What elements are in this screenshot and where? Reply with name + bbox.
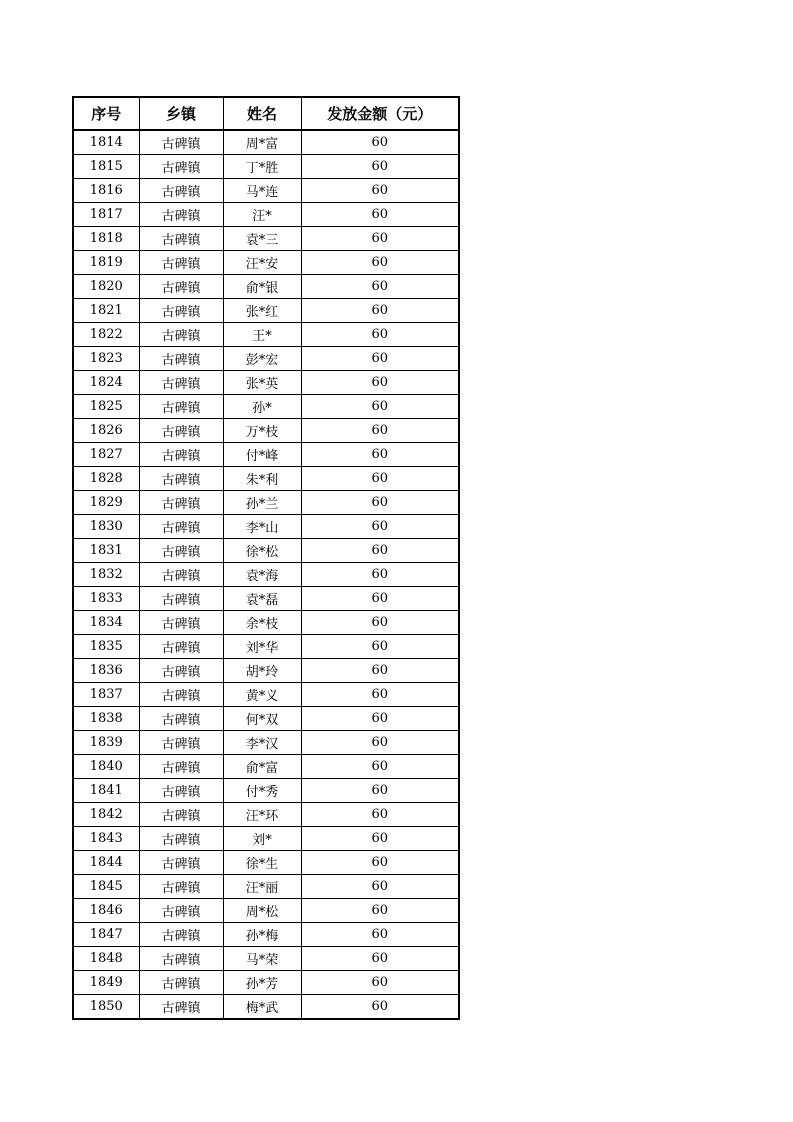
serial-number-cell: 1818	[73, 227, 139, 251]
table-row	[73, 347, 459, 371]
serial-number-cell: 1822	[73, 323, 139, 347]
township-cell: 古碑镇	[139, 443, 223, 467]
header-township: 乡镇	[139, 97, 223, 130]
amount-cell: 60	[301, 155, 459, 179]
township-cell: 古碑镇	[139, 635, 223, 659]
name-cell: 马*连	[223, 179, 301, 203]
table-row	[73, 923, 459, 947]
township-cell: 古碑镇	[139, 155, 223, 179]
table-row	[73, 371, 459, 395]
township-cell: 古碑镇	[139, 899, 223, 923]
township-cell: 古碑镇	[139, 707, 223, 731]
amount-cell: 60	[301, 515, 459, 539]
name-cell: 孙*兰	[223, 491, 301, 515]
amount-cell: 60	[301, 563, 459, 587]
township-cell: 古碑镇	[139, 491, 223, 515]
serial-number-cell: 1841	[73, 779, 139, 803]
township-cell: 古碑镇	[139, 851, 223, 875]
serial-number-cell: 1835	[73, 635, 139, 659]
amount-cell: 60	[301, 755, 459, 779]
serial-number-cell: 1815	[73, 155, 139, 179]
serial-number-cell: 1819	[73, 251, 139, 275]
serial-number-cell: 1820	[73, 275, 139, 299]
name-cell: 何*双	[223, 707, 301, 731]
serial-number-cell: 1829	[73, 491, 139, 515]
township-cell: 古碑镇	[139, 419, 223, 443]
serial-number-cell: 1814	[73, 130, 139, 155]
table-row	[73, 155, 459, 179]
township-cell: 古碑镇	[139, 587, 223, 611]
name-cell: 胡*玲	[223, 659, 301, 683]
township-cell: 古碑镇	[139, 827, 223, 851]
township-cell: 古碑镇	[139, 947, 223, 971]
serial-number-cell: 1830	[73, 515, 139, 539]
name-cell: 袁*磊	[223, 587, 301, 611]
amount-cell: 60	[301, 659, 459, 683]
township-cell: 古碑镇	[139, 347, 223, 371]
township-cell: 古碑镇	[139, 275, 223, 299]
township-cell: 古碑镇	[139, 371, 223, 395]
name-cell: 王*	[223, 323, 301, 347]
table-row	[73, 467, 459, 491]
table-header	[73, 97, 459, 130]
name-cell: 梅*武	[223, 995, 301, 1020]
table-row	[73, 203, 459, 227]
township-cell: 古碑镇	[139, 251, 223, 275]
township-cell: 古碑镇	[139, 995, 223, 1020]
serial-number-cell: 1832	[73, 563, 139, 587]
table-row	[73, 443, 459, 467]
serial-number-cell: 1842	[73, 803, 139, 827]
amount-cell: 60	[301, 827, 459, 851]
table-row	[73, 779, 459, 803]
name-cell: 汪*环	[223, 803, 301, 827]
amount-cell: 60	[301, 683, 459, 707]
name-cell: 俞*富	[223, 755, 301, 779]
header-name: 姓名	[223, 97, 301, 130]
name-cell: 余*枝	[223, 611, 301, 635]
township-cell: 古碑镇	[139, 395, 223, 419]
serial-number-cell: 1831	[73, 539, 139, 563]
township-cell: 古碑镇	[139, 515, 223, 539]
name-cell: 李*汉	[223, 731, 301, 755]
table-row	[73, 227, 459, 251]
name-cell: 刘*	[223, 827, 301, 851]
table-row	[73, 587, 459, 611]
serial-number-cell: 1824	[73, 371, 139, 395]
table-row	[73, 707, 459, 731]
serial-number-cell: 1827	[73, 443, 139, 467]
table-row	[73, 971, 459, 995]
table-row	[73, 130, 459, 155]
name-cell: 刘*华	[223, 635, 301, 659]
serial-number-cell: 1849	[73, 971, 139, 995]
township-cell: 古碑镇	[139, 323, 223, 347]
name-cell: 万*枝	[223, 419, 301, 443]
serial-number-cell: 1825	[73, 395, 139, 419]
table-row	[73, 515, 459, 539]
header-row	[73, 97, 459, 130]
township-cell: 古碑镇	[139, 563, 223, 587]
table-row	[73, 851, 459, 875]
name-cell: 周*松	[223, 899, 301, 923]
table-row	[73, 299, 459, 323]
table-row	[73, 659, 459, 683]
amount-cell: 60	[301, 875, 459, 899]
serial-number-cell: 1839	[73, 731, 139, 755]
amount-cell: 60	[301, 707, 459, 731]
township-cell: 古碑镇	[139, 467, 223, 491]
serial-number-cell: 1817	[73, 203, 139, 227]
amount-cell: 60	[301, 971, 459, 995]
header-serial-number: 序号	[73, 97, 139, 130]
serial-number-cell: 1844	[73, 851, 139, 875]
payment-table	[72, 96, 460, 1020]
amount-cell: 60	[301, 251, 459, 275]
serial-number-cell: 1850	[73, 995, 139, 1020]
serial-number-cell: 1846	[73, 899, 139, 923]
serial-number-cell: 1838	[73, 707, 139, 731]
serial-number-cell: 1840	[73, 755, 139, 779]
name-cell: 张*英	[223, 371, 301, 395]
amount-cell: 60	[301, 443, 459, 467]
serial-number-cell: 1826	[73, 419, 139, 443]
name-cell: 孙*芳	[223, 971, 301, 995]
serial-number-cell: 1837	[73, 683, 139, 707]
serial-number-cell: 1833	[73, 587, 139, 611]
name-cell: 李*山	[223, 515, 301, 539]
table-row	[73, 491, 459, 515]
serial-number-cell: 1836	[73, 659, 139, 683]
table-row	[73, 539, 459, 563]
amount-cell: 60	[301, 947, 459, 971]
name-cell: 孙*	[223, 395, 301, 419]
amount-cell: 60	[301, 179, 459, 203]
name-cell: 袁*三	[223, 227, 301, 251]
amount-cell: 60	[301, 899, 459, 923]
amount-cell: 60	[301, 395, 459, 419]
amount-cell: 60	[301, 923, 459, 947]
amount-cell: 60	[301, 467, 459, 491]
header-amount: 发放金额（元）	[301, 97, 459, 130]
name-cell: 袁*海	[223, 563, 301, 587]
serial-number-cell: 1816	[73, 179, 139, 203]
township-cell: 古碑镇	[139, 179, 223, 203]
amount-cell: 60	[301, 803, 459, 827]
township-cell: 古碑镇	[139, 299, 223, 323]
township-cell: 古碑镇	[139, 683, 223, 707]
table-row	[73, 251, 459, 275]
table-row	[73, 611, 459, 635]
name-cell: 徐*松	[223, 539, 301, 563]
amount-cell: 60	[301, 371, 459, 395]
amount-cell: 60	[301, 779, 459, 803]
table-row	[73, 419, 459, 443]
table-row	[73, 395, 459, 419]
amount-cell: 60	[301, 323, 459, 347]
name-cell: 孙*梅	[223, 923, 301, 947]
township-cell: 古碑镇	[139, 659, 223, 683]
serial-number-cell: 1823	[73, 347, 139, 371]
name-cell: 黄*义	[223, 683, 301, 707]
township-cell: 古碑镇	[139, 923, 223, 947]
table-body	[73, 130, 459, 1019]
name-cell: 汪*丽	[223, 875, 301, 899]
township-cell: 古碑镇	[139, 130, 223, 155]
serial-number-cell: 1848	[73, 947, 139, 971]
township-cell: 古碑镇	[139, 731, 223, 755]
serial-number-cell: 1847	[73, 923, 139, 947]
name-cell: 马*荣	[223, 947, 301, 971]
table-row	[73, 635, 459, 659]
name-cell: 徐*生	[223, 851, 301, 875]
amount-cell: 60	[301, 587, 459, 611]
name-cell: 张*红	[223, 299, 301, 323]
serial-number-cell: 1843	[73, 827, 139, 851]
table-row	[73, 179, 459, 203]
amount-cell: 60	[301, 851, 459, 875]
name-cell: 朱*利	[223, 467, 301, 491]
table-row	[73, 323, 459, 347]
table-row	[73, 827, 459, 851]
amount-cell: 60	[301, 635, 459, 659]
name-cell: 汪*安	[223, 251, 301, 275]
table-row	[73, 875, 459, 899]
township-cell: 古碑镇	[139, 539, 223, 563]
amount-cell: 60	[301, 130, 459, 155]
name-cell: 彭*宏	[223, 347, 301, 371]
township-cell: 古碑镇	[139, 779, 223, 803]
amount-cell: 60	[301, 419, 459, 443]
serial-number-cell: 1821	[73, 299, 139, 323]
township-cell: 古碑镇	[139, 755, 223, 779]
table-row	[73, 275, 459, 299]
township-cell: 古碑镇	[139, 803, 223, 827]
table-row	[73, 899, 459, 923]
township-cell: 古碑镇	[139, 227, 223, 251]
amount-cell: 60	[301, 731, 459, 755]
name-cell: 付*峰	[223, 443, 301, 467]
name-cell: 俞*银	[223, 275, 301, 299]
amount-cell: 60	[301, 995, 459, 1020]
table-row	[73, 731, 459, 755]
amount-cell: 60	[301, 275, 459, 299]
township-cell: 古碑镇	[139, 611, 223, 635]
name-cell: 汪*	[223, 203, 301, 227]
amount-cell: 60	[301, 227, 459, 251]
table-row	[73, 683, 459, 707]
township-cell: 古碑镇	[139, 971, 223, 995]
table-row	[73, 947, 459, 971]
township-cell: 古碑镇	[139, 875, 223, 899]
name-cell: 周*富	[223, 130, 301, 155]
township-cell: 古碑镇	[139, 203, 223, 227]
serial-number-cell: 1845	[73, 875, 139, 899]
amount-cell: 60	[301, 347, 459, 371]
name-cell: 付*秀	[223, 779, 301, 803]
amount-cell: 60	[301, 299, 459, 323]
serial-number-cell: 1828	[73, 467, 139, 491]
serial-number-cell: 1834	[73, 611, 139, 635]
amount-cell: 60	[301, 203, 459, 227]
amount-cell: 60	[301, 611, 459, 635]
amount-cell: 60	[301, 539, 459, 563]
table-row	[73, 755, 459, 779]
amount-cell: 60	[301, 491, 459, 515]
name-cell: 丁*胜	[223, 155, 301, 179]
table-row	[73, 563, 459, 587]
table-row	[73, 803, 459, 827]
table-row	[73, 995, 459, 1020]
